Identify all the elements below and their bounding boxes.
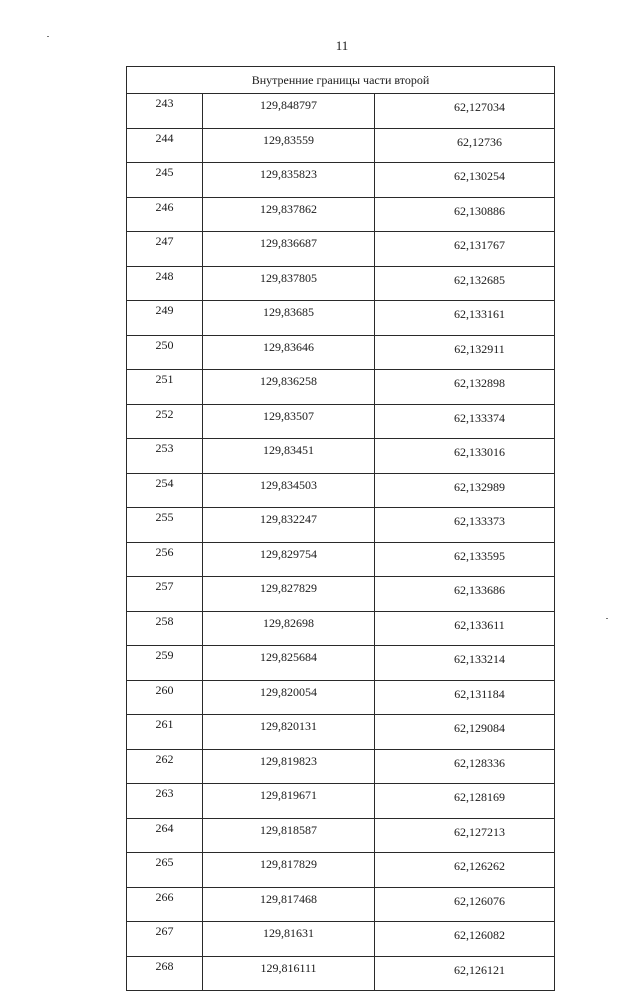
- table-row: [127, 266, 555, 301]
- longitude-cell: 129,836258: [203, 370, 375, 405]
- table-row: [127, 577, 555, 612]
- point-number-cell: 248: [127, 266, 203, 301]
- latitude-cell: 62,133016: [375, 439, 555, 474]
- point-number-cell: 245: [127, 163, 203, 198]
- point-number-cell: 257: [127, 577, 203, 612]
- latitude-cell: 62,133373: [375, 508, 555, 543]
- table-row: [127, 163, 555, 198]
- point-number-cell: 258: [127, 611, 203, 646]
- table-row: [127, 197, 555, 232]
- latitude-cell: 62,132989: [375, 473, 555, 508]
- longitude-cell: 129,81631: [203, 922, 375, 957]
- longitude-cell: 129,832247: [203, 508, 375, 543]
- latitude-cell: 62,12736: [375, 128, 555, 163]
- point-number-cell: 249: [127, 301, 203, 336]
- table-row: [127, 508, 555, 543]
- coordinates-table: [126, 66, 555, 991]
- latitude-cell: 62,126262: [375, 853, 555, 888]
- point-number-cell: 268: [127, 956, 203, 991]
- longitude-cell: 129,829754: [203, 542, 375, 577]
- point-number-cell: 254: [127, 473, 203, 508]
- latitude-cell: 62,133595: [375, 542, 555, 577]
- latitude-cell: 62,126076: [375, 887, 555, 922]
- latitude-cell: 62,133214: [375, 646, 555, 681]
- point-number-cell: 259: [127, 646, 203, 681]
- point-number-cell: 264: [127, 818, 203, 853]
- table-title: Внутренние границы части второй: [127, 67, 555, 94]
- latitude-cell: 62,126121: [375, 956, 555, 991]
- table-row: [127, 956, 555, 991]
- point-number-cell: 260: [127, 680, 203, 715]
- longitude-cell: 129,820131: [203, 715, 375, 750]
- page-number: 11: [335, 38, 349, 53]
- latitude-cell: 62,133374: [375, 404, 555, 439]
- point-number-cell: 252: [127, 404, 203, 439]
- table-row: [127, 680, 555, 715]
- table-row: [127, 473, 555, 508]
- table-header-row: [127, 67, 555, 94]
- latitude-cell: 62,127034: [375, 94, 555, 129]
- longitude-cell: 129,820054: [203, 680, 375, 715]
- longitude-cell: 129,836687: [203, 232, 375, 267]
- latitude-cell: 62,131184: [375, 680, 555, 715]
- longitude-cell: 129,83507: [203, 404, 375, 439]
- longitude-cell: 129,83646: [203, 335, 375, 370]
- table-row: [127, 749, 555, 784]
- longitude-cell: 129,819823: [203, 749, 375, 784]
- latitude-cell: 62,129084: [375, 715, 555, 750]
- latitude-cell: 62,127213: [375, 818, 555, 853]
- longitude-cell: 129,83559: [203, 128, 375, 163]
- point-number-cell: 266: [127, 887, 203, 922]
- longitude-cell: 129,848797: [203, 94, 375, 129]
- table-row: [127, 232, 555, 267]
- table-row: [127, 784, 555, 819]
- latitude-cell: 62,128169: [375, 784, 555, 819]
- latitude-cell: 62,133611: [375, 611, 555, 646]
- longitude-cell: 129,835823: [203, 163, 375, 198]
- point-number-cell: 251: [127, 370, 203, 405]
- table-row: [127, 301, 555, 336]
- table-row: [127, 404, 555, 439]
- point-number-cell: 262: [127, 749, 203, 784]
- longitude-cell: 129,819671: [203, 784, 375, 819]
- table-row: [127, 335, 555, 370]
- table-row: [127, 922, 555, 957]
- table-row: [127, 542, 555, 577]
- point-number-cell: 267: [127, 922, 203, 957]
- table-row: [127, 715, 555, 750]
- longitude-cell: 129,837862: [203, 197, 375, 232]
- point-number-cell: 250: [127, 335, 203, 370]
- table-row: [127, 128, 555, 163]
- point-number-cell: 246: [127, 197, 203, 232]
- table-row: [127, 94, 555, 129]
- table-row: [127, 818, 555, 853]
- longitude-cell: 129,834503: [203, 473, 375, 508]
- latitude-cell: 62,131767: [375, 232, 555, 267]
- point-number-cell: 255: [127, 508, 203, 543]
- longitude-cell: 129,82698: [203, 611, 375, 646]
- point-number-cell: 256: [127, 542, 203, 577]
- table-row: [127, 853, 555, 888]
- scan-speck: [606, 618, 608, 619]
- latitude-cell: 62,132898: [375, 370, 555, 405]
- latitude-cell: 62,133686: [375, 577, 555, 612]
- longitude-cell: 129,83451: [203, 439, 375, 474]
- latitude-cell: 62,126082: [375, 922, 555, 957]
- longitude-cell: 129,827829: [203, 577, 375, 612]
- longitude-cell: 129,83685: [203, 301, 375, 336]
- table-row: [127, 611, 555, 646]
- table-row: [127, 887, 555, 922]
- point-number-cell: 263: [127, 784, 203, 819]
- latitude-cell: 62,128336: [375, 749, 555, 784]
- latitude-cell: 62,130886: [375, 197, 555, 232]
- latitude-cell: 62,132911: [375, 335, 555, 370]
- scan-speck: [47, 36, 49, 37]
- latitude-cell: 62,130254: [375, 163, 555, 198]
- longitude-cell: 129,816111: [203, 956, 375, 991]
- table-body: [127, 67, 555, 991]
- table-row: [127, 646, 555, 681]
- latitude-cell: 62,132685: [375, 266, 555, 301]
- point-number-cell: 244: [127, 128, 203, 163]
- point-number-cell: 247: [127, 232, 203, 267]
- longitude-cell: 129,817468: [203, 887, 375, 922]
- point-number-cell: 265: [127, 853, 203, 888]
- longitude-cell: 129,825684: [203, 646, 375, 681]
- longitude-cell: 129,817829: [203, 853, 375, 888]
- longitude-cell: 129,837805: [203, 266, 375, 301]
- point-number-cell: 253: [127, 439, 203, 474]
- table-row: [127, 370, 555, 405]
- point-number-cell: 243: [127, 94, 203, 129]
- table-row: [127, 439, 555, 474]
- longitude-cell: 129,818587: [203, 818, 375, 853]
- latitude-cell: 62,133161: [375, 301, 555, 336]
- point-number-cell: 261: [127, 715, 203, 750]
